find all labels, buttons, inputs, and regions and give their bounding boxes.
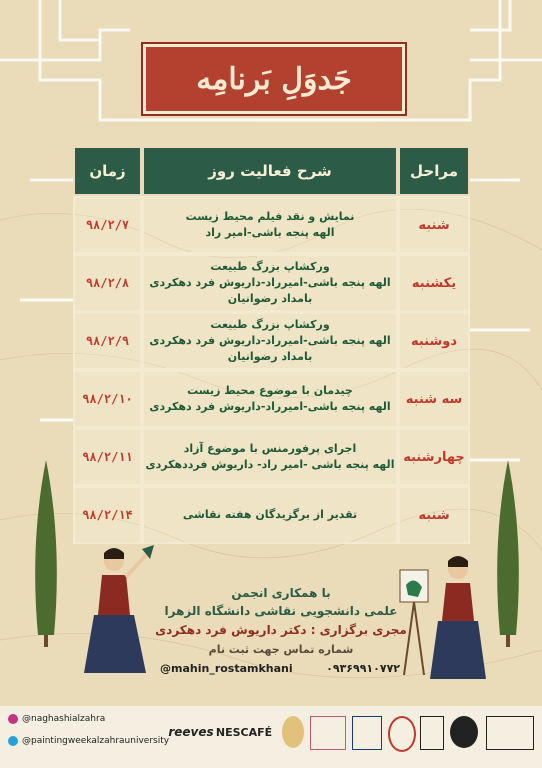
cypress-tree-left-icon <box>26 450 66 650</box>
table-row <box>73 486 470 544</box>
day-cell: سه شنبه <box>398 370 470 428</box>
organizer-text: مجری برگزاری : دکتر داریوش فرد دهکردی <box>155 623 407 637</box>
date-cell: ۹۸/۲/۸ <box>73 254 142 312</box>
sponsor-logo-5 <box>352 716 382 750</box>
description-line: الهه پنجه باشی -امیر راد- داریوش فرددهکردی <box>145 458 395 471</box>
description-line: الهه پنجه باشی-امیرراد-داریوش فرد دهکردی <box>149 334 391 347</box>
sponsor-logo-3 <box>282 716 304 748</box>
sponsor-logo-4 <box>310 716 346 750</box>
table-header <box>73 146 470 196</box>
day-cell: دوشنبه <box>398 312 470 370</box>
day-cell: شنبه <box>398 196 470 254</box>
page-title: جَدوَلِ بَرنامِه <box>143 44 405 114</box>
sponsor-logo-7 <box>420 716 444 750</box>
sponsor-logo-8 <box>450 716 478 748</box>
collab-text: با همکاری انجمن <box>231 586 331 600</box>
header-description: شرح فعالیت روز <box>142 146 398 196</box>
header-time: زمان <box>73 146 142 196</box>
description-line: چیدمان با موضوع محیط زیست <box>187 384 353 397</box>
contact-label: شماره تماس جهت ثبت نام <box>208 643 354 656</box>
day-cell: چهارشنبه <box>398 428 470 486</box>
description-cell <box>142 486 398 544</box>
date-cell: ۹۸/۲/۱۱ <box>73 428 142 486</box>
date-cell: ۹۸/۲/۹ <box>73 312 142 370</box>
description-line: تقدیر از برگزیدگان هفته نقاشی <box>182 508 358 521</box>
cypress-tree-right-icon <box>488 450 528 650</box>
description-line: اجرای پرفورمنس با موضوع آزاد <box>183 442 357 455</box>
day-cell: شنبه <box>398 486 470 544</box>
schedule-table <box>73 146 470 544</box>
table-row <box>73 196 470 254</box>
description-line: الهه پنجه باشی-امیر راد <box>205 226 335 239</box>
instagram-icon <box>8 714 18 724</box>
date-cell: ۹۸/۲/۷ <box>73 196 142 254</box>
date-cell: ۹۸/۲/۱۴ <box>73 486 142 544</box>
reeves-logo: reeves <box>168 725 214 739</box>
day-cell: یکشنبه <box>398 254 470 312</box>
table-body <box>73 196 470 544</box>
contact-handle[interactable]: @mahin_rostamkhani <box>160 662 293 675</box>
description-cell <box>142 254 398 312</box>
contact-phone[interactable]: ۰۹۳۶۹۹۱۰۷۷۲ <box>326 662 400 675</box>
telegram-handle: @paintingweekalzahrauniversity <box>22 736 170 746</box>
description-cell <box>142 428 398 486</box>
description-cell <box>142 370 398 428</box>
nescafe-logo: NESCAFÉ <box>215 725 273 739</box>
date-cell: ۹۸/۲/۱۰ <box>73 370 142 428</box>
telegram-link[interactable] <box>8 736 169 746</box>
table-row <box>73 254 470 312</box>
description-line: ورکشاپ بزرگ طبیعت <box>210 260 330 273</box>
table-row <box>73 428 470 486</box>
description-line: نمایش و نقد فیلم محیط زیست <box>185 210 355 223</box>
description-line: بامداد رضوانیان <box>227 350 313 363</box>
description-line: الهه پنجه باشی-امیرراد-داریوش فرد دهکردی <box>149 276 391 289</box>
association-text: علمی دانشجویی نقاشی دانشگاه الزهرا <box>164 604 398 618</box>
qajar-painter-right-icon <box>396 555 488 685</box>
university-logo <box>486 716 534 750</box>
sponsor-logo-6 <box>388 716 416 752</box>
table-row <box>73 312 470 370</box>
telegram-icon <box>8 736 18 746</box>
description-line: بامداد رضوانیان <box>227 292 313 305</box>
table-row <box>73 370 470 428</box>
description-cell <box>142 196 398 254</box>
description-line: الهه پنجه باشی-امیرراد-داریوش فرد دهکردی <box>149 400 391 413</box>
header-stage: مراحل <box>398 146 470 196</box>
sponsor-logos-bar <box>0 706 542 768</box>
description-cell <box>142 312 398 370</box>
qajar-figure-left-icon <box>84 545 154 680</box>
description-line: ورکشاپ بزرگ طبیعت <box>210 318 330 331</box>
instagram-handle: @naghashialzahra <box>22 714 106 724</box>
instagram-link[interactable] <box>8 714 105 724</box>
